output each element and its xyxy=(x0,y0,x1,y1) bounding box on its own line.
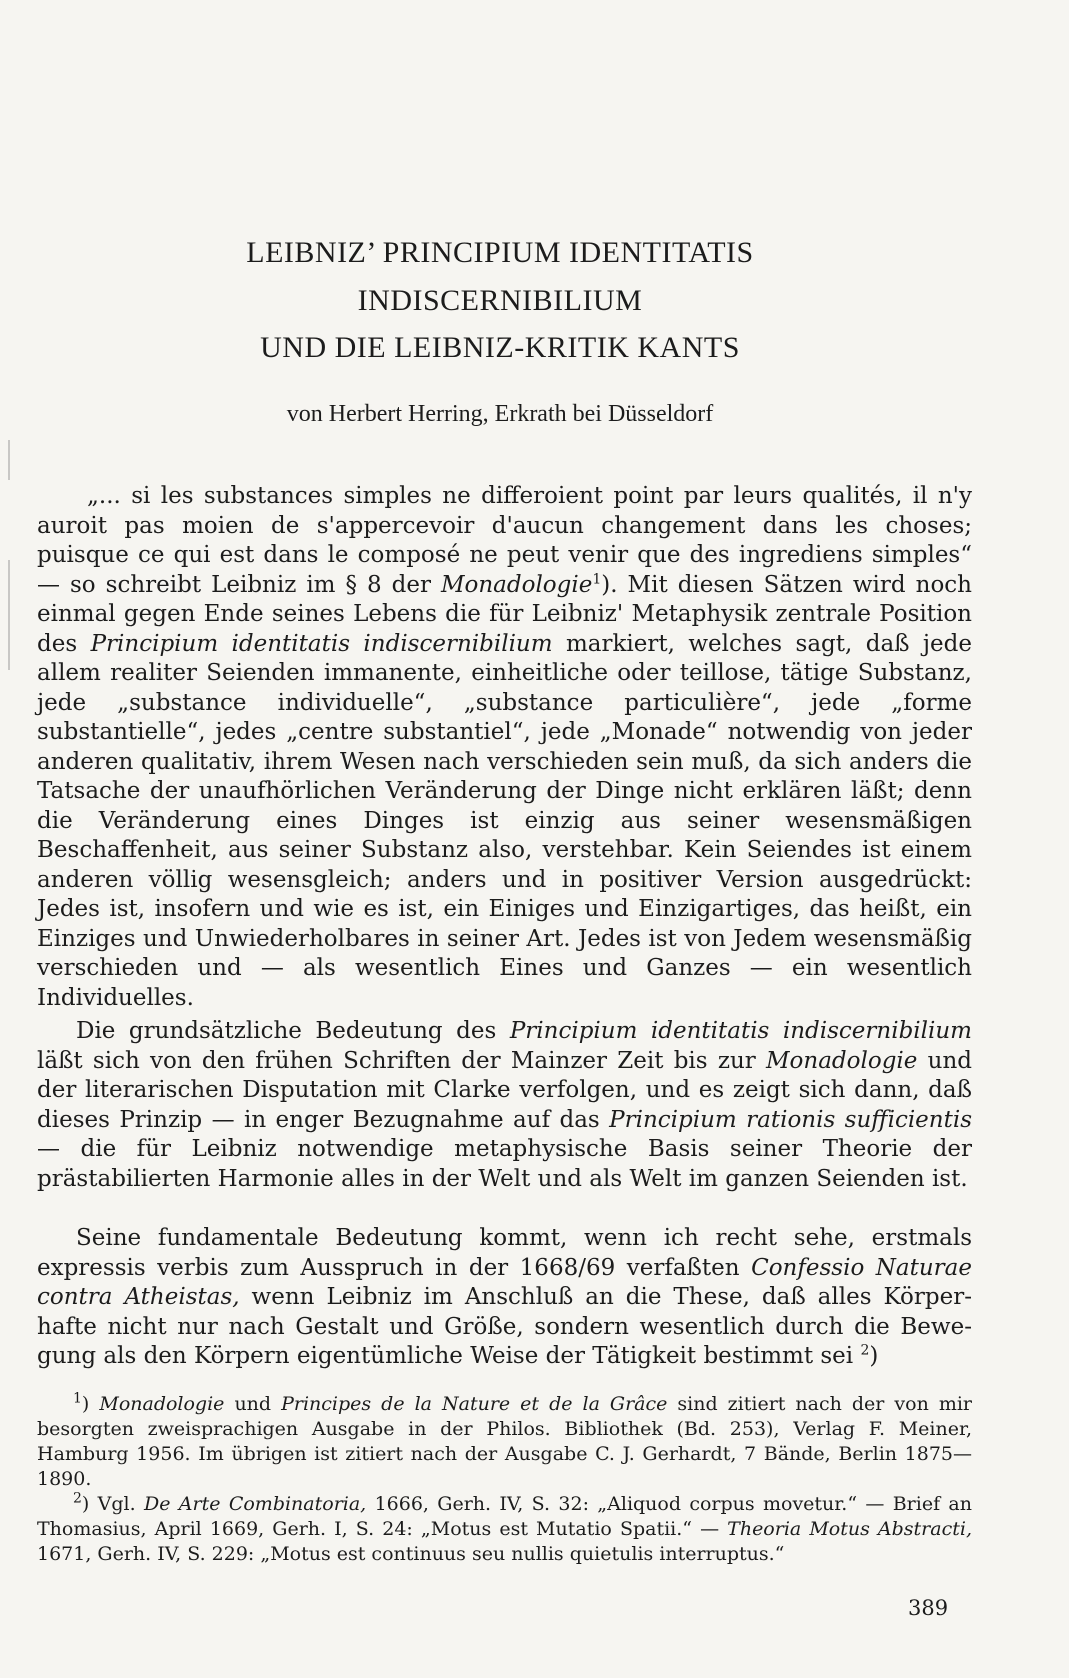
footnote-number: 1 xyxy=(73,1390,82,1407)
margin-scan-mark xyxy=(8,440,10,480)
text-run: sind zitiert nach der von mir besorgten zweisprachigen Ausgabe in der Philos. Bibliothek (Bd. 253), Verlag F. Meiner, Hamburg 1956. Im übrigen ist zitiert nach der Ausgabe C. J. Gerhardt, 7 Bände, Berlin 1875—1890. xyxy=(37,1393,972,1490)
text-run: 1671, Gerh. IV, S. 229: „Motus est continuus seu nullis quietulis interruptus.“ xyxy=(37,1543,785,1565)
page-number: 389 xyxy=(908,1596,949,1620)
text-run: — die für Leibniz notwendige metaphysische Basis seiner Theorie der prästabilierten Harmonie alles in der Welt und als Welt im ganzen Seienden ist. xyxy=(37,1136,972,1192)
italic-run: Principium identitatis indiscernibilium xyxy=(90,630,553,657)
text-run: „... si les substances simples ne differoient point par leurs qualités, il n'y auroit pas moien de s'appercevoir d'aucun changement dans les choses; puisque ce qui est dans le composé ne peut venir que des ingrediens simples“ — so schreibt Leibniz im § 8 der xyxy=(37,483,972,598)
article-title-line-1: LEIBNIZ’ PRINCIPIUM IDENTITATIS xyxy=(246,236,754,269)
italic-run: Theoria Motus Abstracti, xyxy=(727,1518,972,1540)
text-run: und xyxy=(224,1393,282,1415)
article-title-line-2: INDISCERNIBILIUM xyxy=(357,284,643,317)
italic-run: Monadologie xyxy=(440,571,593,598)
footnote-number: 2 xyxy=(73,1490,82,1507)
text-run: Die grundsätzliche Bedeutung des xyxy=(76,1018,510,1044)
text-run: 1666, Gerh. IV, S. 32: „Aliquod corpus movetur.“ — Brief an Thomasius, April 1669, Gerh. I, S. 24: „Motus est Mutatio Spatii.“ — xyxy=(37,1493,973,1540)
footnote-2 xyxy=(37,1492,972,1567)
footnotes xyxy=(37,1392,972,1567)
margin-scan-mark xyxy=(8,560,10,670)
text-run: wenn Leibniz im Anschluß an die These, daß alles Körperhafte nicht nur nach Gestalt und Größe, sondern wesentlich durch die Bewegung als den Körpern eigentümliche Weise der Tätigkeit bestimmt sei xyxy=(37,1284,973,1369)
italic-run: Confessio Naturae contra Atheistas, xyxy=(37,1254,973,1310)
text-run: ) Vgl. xyxy=(81,1493,144,1515)
italic-run: Principes de la Nature et de la Grâce xyxy=(281,1393,668,1415)
text-run: markiert, welches sagt, daß jede allem realiter Seienden immanente, einheitliche oder teillose, tätige Substanz, jede „substance individuelle“, „substance particulière“, jede „forme substantielle“, jedes „centre substantiel“, jede „Monade“ notwendig von jeder anderen qualitativ, ihrem Wesen nach verschieden sein muß, da sich anders die Tatsache der unaufhörlichen Veränderung der Dinge nicht erklären läßt; denn die Veränderung eines Dinges ist einzig aus seiner wesensmäßigen Beschaffenheit, aus seiner Substanz also, verstehbar. Kein Seiendes ist einem anderen völlig wesensgleich; anders und in positiver Version ausgedrückt: Jedes ist, insofern und wie es ist, ein Einiges und Einzigartiges, das heißt, ein Einziges und Unwiederholbares in seiner Art. Jedes ist von Jedem wesensmäßig verschieden und — als wesentlich Eines und Ganzes — ein wesentlich Individuelles. xyxy=(37,630,973,1011)
italic-run: Principium identitatis indiscernibilium xyxy=(509,1018,972,1044)
text-run: und der literarischen Disputation mit Clarke verfolgen, und es zeigt sich dann, daß dieses Prinzip — in enger Bezugnahme auf das xyxy=(37,1047,972,1133)
footnote-ref-2: 2 xyxy=(860,1342,870,1359)
paragraph-2 xyxy=(37,1017,972,1194)
text-run: ) xyxy=(869,1343,879,1369)
text-run: ). Mit diesen Sätzen wird noch einmal gegen Ende seines Lebens die für Leibniz' Metaphysik zentrale Position des xyxy=(37,571,972,657)
author-line: von Herbert Herring, Erkrath bei Düsseldorf xyxy=(286,401,714,427)
footnote-1 xyxy=(37,1392,972,1492)
paragraph-1 xyxy=(37,482,972,1013)
text-run: Seine fundamentale Bedeutung kommt, wenn ich recht sehe, erstmals expressis verbis zum Ausspruch in der 1668/69 verfaßten xyxy=(37,1225,972,1281)
italic-run: Principium rationis sufficientis xyxy=(609,1106,973,1133)
italic-run: Monadologie xyxy=(99,1393,225,1415)
italic-run: De Arte Combinatoria, xyxy=(144,1493,367,1515)
paragraph-3 xyxy=(37,1224,972,1372)
text-run: läßt sich von den frühen Schriften der Mainzer Zeit bis zur xyxy=(37,1047,766,1074)
italic-run: Monadologie xyxy=(766,1047,918,1074)
article-title-line-3: UND DIE LEIBNIZ-KRITIK KANTS xyxy=(260,331,740,364)
footnote-ref-1: 1 xyxy=(592,570,602,587)
text-run: ) xyxy=(81,1393,100,1415)
